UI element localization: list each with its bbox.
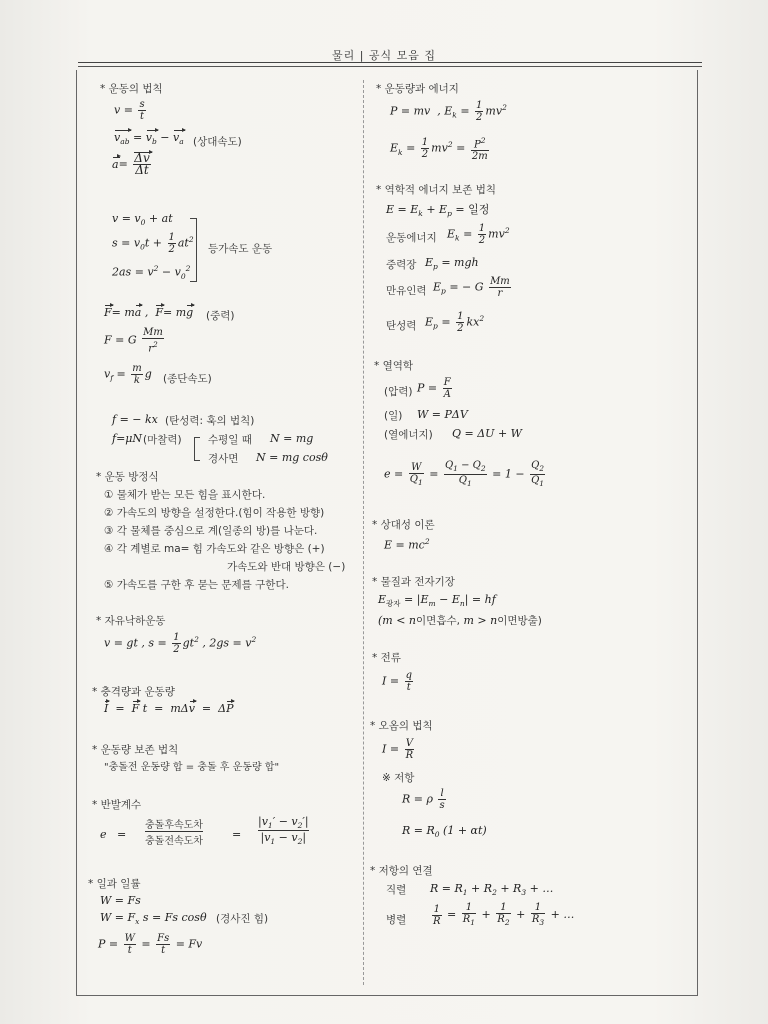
section-title-relativity: * 상대성 이론 bbox=[372, 519, 435, 531]
label-pressure: (압력) bbox=[384, 386, 413, 398]
section-title-free-fall: * 자유낙하운동 bbox=[96, 615, 166, 627]
label-gravity-field: 중력장 bbox=[386, 259, 417, 271]
formula-series: $R = R_1 + R_2 + R_3$ + … bbox=[430, 882, 554, 898]
formula-restitution-symbolic: $|v_1' - v_2'|$ $|v_1 - v_2|$ bbox=[258, 815, 309, 847]
formula-acceleration: a= $\frac{\Delta v}{\Delta t}$ bbox=[112, 151, 150, 177]
note-incline-force: (경사진 힘) bbox=[216, 913, 269, 925]
formula-newton-second: F= ma , F= mg bbox=[104, 306, 194, 319]
header-rule bbox=[78, 62, 702, 63]
restitution-word-fraction bbox=[145, 816, 203, 847]
label-photon: 광자 bbox=[386, 599, 401, 609]
step-2: ② 가속도의 방향을 설정한다.(힘이 작용한 방향) bbox=[104, 507, 325, 519]
formula-pressure: P = $\frac{F}{A}$ bbox=[417, 377, 451, 400]
formula-mass-energy: $E = mc^2$ bbox=[384, 537, 430, 552]
section-title-matter-em: * 물질과 전자기장 bbox=[372, 576, 455, 588]
formula-work: W = Fs bbox=[100, 894, 141, 907]
formula-terminal-velocity: $v_f$ = $\frac{m}{k}$ g bbox=[104, 363, 152, 386]
formula-absorption-emission: (m < n이면흡수, m > n이면방출) bbox=[378, 614, 542, 627]
section-title-momentum-conservation: * 운동량 보존 법칙 bbox=[92, 744, 179, 756]
formula-elastic-potential: $E_p$ = $\frac{1}{2}$ $kx^2$ bbox=[425, 311, 485, 334]
formula-relative-velocity: $v_{ab} = v_b - v_a$ bbox=[114, 131, 184, 147]
formula-normal-horizontal: N = mg bbox=[270, 432, 314, 445]
formula-velocity: v = $\frac{s}{t}$ bbox=[114, 99, 145, 122]
formula-resistance-temperature: $R = R_0$ (1 + αt) bbox=[402, 824, 487, 840]
formula-restitution-e: e = bbox=[100, 828, 127, 841]
step-3: ③ 각 물체를 중심으로 계(일종의 방)를 나눈다. bbox=[104, 525, 318, 537]
note-hooke: (탄성력: 훅의 법칙) bbox=[165, 415, 255, 427]
formula-free-fall: v = gt , s = $\frac{1}{2}$ $gt^2$ , $2gs = v^2$ bbox=[104, 632, 257, 655]
column-divider bbox=[363, 80, 364, 985]
label-parallel: 병렬 bbox=[386, 914, 407, 926]
step-5: ⑤ 가속도를 구한 후 묻는 문제를 구한다. bbox=[104, 579, 289, 591]
bracket bbox=[190, 218, 197, 282]
text-momentum-conservation: "충돌전 운동량 합 = 충돌 후 운동량 합" bbox=[104, 762, 280, 773]
section-title-restitution: * 반발계수 bbox=[92, 799, 142, 811]
label-heat-energy: (열에너지) bbox=[384, 429, 433, 441]
formula-resistance: R = ρ $\frac{l}{s}$ bbox=[402, 788, 445, 811]
formula-parallel: $\frac{1}{R}$ = $\frac{1}{R_1}$ + $\frac{1}{R_2}$ + $\frac{1}{R_3}$ + … bbox=[433, 902, 575, 927]
formula-first-law: Q = ΔU + W bbox=[452, 427, 522, 440]
label-horizontal: 수평일 때 bbox=[208, 434, 252, 446]
note-friction: (마찰력) bbox=[143, 434, 182, 446]
formula-uniform-3: $2as = v^2 - v_0^2$ bbox=[112, 264, 191, 281]
formula-gravity-potential: $E_p$ = mgh bbox=[425, 256, 479, 272]
section-title-thermodynamics: * 열역학 bbox=[374, 360, 414, 372]
step-1: ① 물체가 받는 모든 힘을 표시한다. bbox=[104, 489, 266, 501]
label-work: (일) bbox=[384, 410, 403, 422]
note-relative-velocity: (상대속도) bbox=[193, 136, 242, 148]
formula-thermo-work: W = PΔV bbox=[417, 408, 468, 421]
section-title-impulse-momentum: * 충격량과 운동량 bbox=[92, 686, 175, 698]
step-4-cont: 가속도와 반대 방향은 (−) bbox=[227, 561, 346, 573]
header-rule-thin bbox=[78, 66, 702, 67]
section-title-equation-of-motion: * 운동 방정식 bbox=[96, 471, 159, 483]
equals-sign: = bbox=[232, 828, 242, 841]
formula-kinetic-energy: $E_k$ = $\frac{1}{2}$ $mv^2$ bbox=[447, 223, 510, 246]
formula-momentum-energy-1: P = mv , $E_k$ = $\frac{1}{2}$ $mv^2$ bbox=[390, 100, 507, 123]
formula-mechanical-energy: $E = E_k + E_p$ = 일정 bbox=[386, 203, 490, 219]
section-title-laws-of-motion: * 운동의 법칙 bbox=[100, 83, 163, 95]
formula-gravitational-potential: $E_p$ = − G $\frac{Mm}{r}$ bbox=[433, 276, 510, 299]
formula-momentum-energy-2: $E_k$ = $\frac{1}{2}$ $mv^2$ = $\frac{P^2}{2m}$ bbox=[390, 136, 488, 163]
formula-hooke: f = − kx bbox=[112, 413, 158, 426]
note-uniform-acceleration: 등가속도 운동 bbox=[208, 243, 273, 255]
note-gravity: (중력) bbox=[206, 310, 235, 322]
formula-impulse: I = F t = mΔv = ΔP bbox=[104, 702, 234, 715]
label-series: 직렬 bbox=[386, 884, 407, 896]
formula-current: I = $\frac{q}{t}$ bbox=[382, 670, 412, 693]
section-title-work-power: * 일과 일률 bbox=[88, 878, 141, 890]
formula-uniform-1: $v = v_0$ + at bbox=[112, 212, 173, 228]
section-title-current: * 전류 bbox=[372, 652, 401, 664]
bracket bbox=[194, 437, 200, 461]
label-kinetic-energy: 운동에너지 bbox=[386, 232, 437, 244]
formula-normal-incline: N = mg cosθ bbox=[256, 451, 328, 464]
restitution-numerator: 충돌후속도차 bbox=[145, 820, 203, 831]
formula-gravitation: F = G $\frac{Mm}{r^2}$ bbox=[104, 327, 163, 355]
label-constant: 일정 bbox=[468, 203, 490, 216]
step-4: ④ 각 계별로 ma= 힘 가속도와 같은 방향은 (+) bbox=[104, 543, 325, 555]
formula-ohm: I = $\frac{V}{R}$ bbox=[382, 738, 414, 761]
label-elastic: 탄성력 bbox=[386, 320, 417, 332]
label-resistance: ※ 저항 bbox=[382, 772, 415, 784]
section-title-momentum-energy: * 운동량과 에너지 bbox=[376, 83, 459, 95]
label-universal-gravitation: 만유인력 bbox=[386, 285, 427, 297]
section-title-ohm: * 오옴의 법칙 bbox=[370, 720, 433, 732]
section-title-resistor-connection: * 저항의 연결 bbox=[370, 865, 433, 877]
section-title-mechanical-energy: * 역학적 에너지 보존 법칙 bbox=[376, 184, 497, 196]
formula-uniform-2: $s = v_0t$ + $\frac{1}{2}$ $at^2$ bbox=[112, 232, 194, 255]
formula-efficiency: e = $\frac{W}{Q_1}$ = $\frac{Q_1 - Q_2}{Q_1}$ = 1 − $\frac{Q_2}{Q_1}$ bbox=[384, 460, 545, 488]
formula-work-incline: $W = F_x$ s = Fs cosθ bbox=[100, 911, 207, 927]
note-emission: 이면방출) bbox=[497, 615, 542, 627]
note-terminal-velocity: (종단속도) bbox=[163, 373, 212, 385]
restitution-denominator: 충돌전속도차 bbox=[145, 836, 203, 847]
label-incline: 경사면 bbox=[208, 453, 239, 465]
formula-power: P = $\frac{W}{t}$ = $\frac{Fs}{t}$ = Fv bbox=[98, 933, 203, 956]
note-absorption: 이면흡수, bbox=[416, 615, 460, 627]
formula-photon-energy: $E_{광자} = |E_m - E_n|$ = hf bbox=[378, 593, 496, 609]
formula-friction: f=μN bbox=[112, 432, 143, 445]
page-title: 물리 | 공식 모음 집 bbox=[331, 49, 437, 62]
